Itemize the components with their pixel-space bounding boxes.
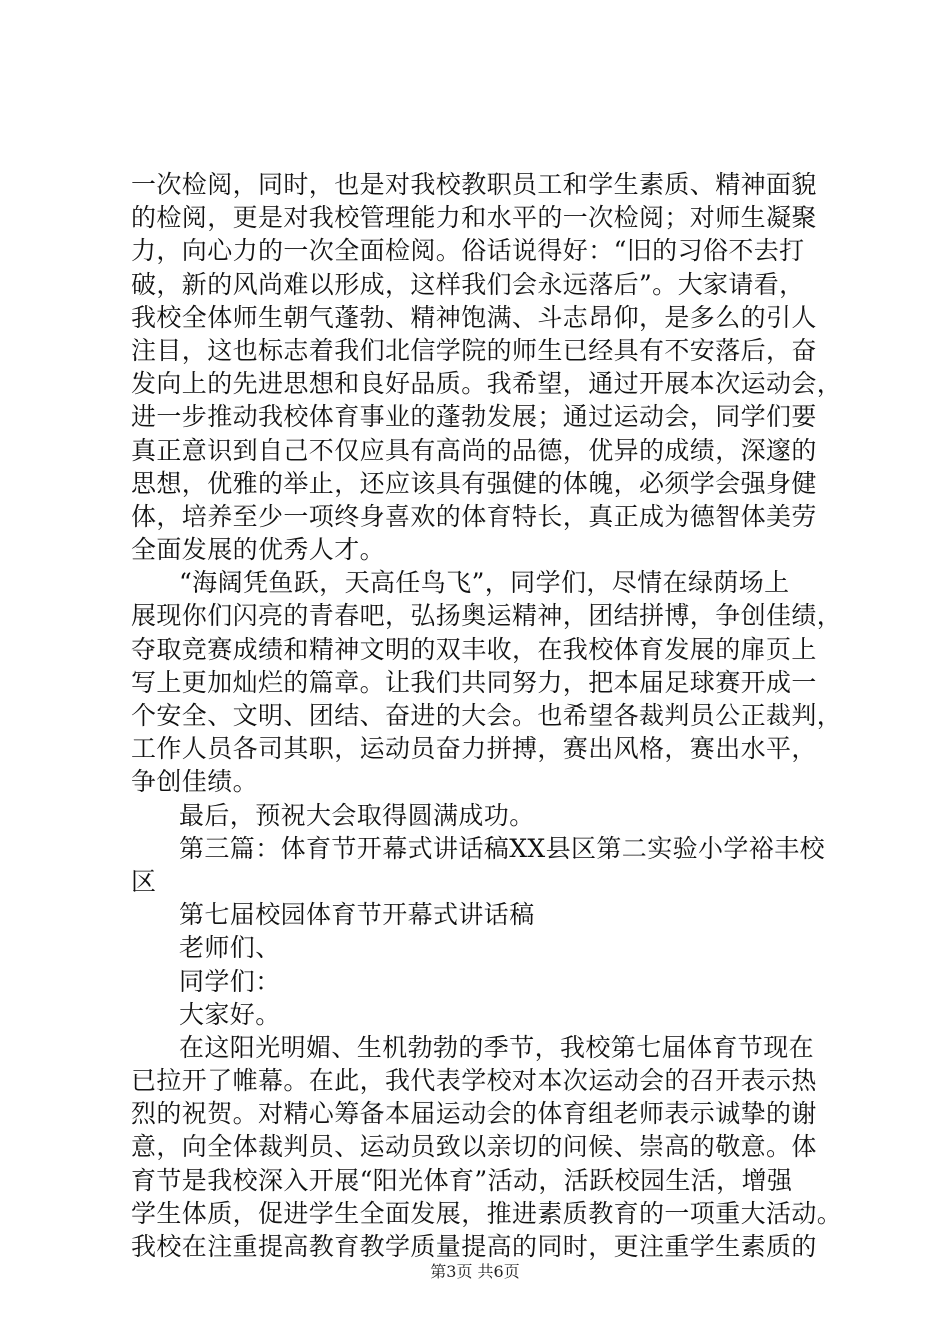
- text-line: 力，向心力的一次全面检阅。俗话说得好：“旧的习俗不去打: [131, 236, 805, 266]
- text-line: 我校全体师生朝气蓬勃、精神饱满、斗志昂仰，是多么的引人: [131, 302, 817, 332]
- text-line: 烈的祝贺。对精心筹备本届运动会的体育组老师表示诚挚的谢: [131, 1099, 817, 1129]
- text-line: 区: [131, 866, 157, 896]
- text-line: 最后，预祝大会取得圆满成功。: [179, 800, 535, 830]
- text-line: 注目，这也标志着我们北信学院的师生已经具有不安落后，奋: [131, 335, 817, 365]
- page-number-label: 第3页 共6页: [430, 1262, 520, 1281]
- text-line: 工作人员各司其职，运动员奋力拼搏，赛出风格，赛出水平，: [131, 734, 817, 764]
- text-line: 意，向全体裁判员、运动员致以亲切的问候、崇高的敬意。体: [131, 1132, 817, 1162]
- text-line: “海阔凭鱼跃，天高任鸟飞”，同学们，尽情在绿荫场上: [179, 568, 790, 598]
- text-line: 的检阅，更是对我校管理能力和水平的一次检阅；对师生凝聚: [131, 203, 817, 233]
- document-body: [131, 168, 843, 1263]
- text-line: 第七届校园体育节开幕式讲话稿: [179, 900, 535, 930]
- text-line: 我校在注重提高教育教学质量提高的同时，更注重学生素质的: [131, 1232, 817, 1261]
- text-line: 破，新的风尚难以形成，这样我们会永远落后”。大家请看，: [131, 269, 805, 299]
- text-line: 展现你们闪亮的青春吧，弘扬奥运精神，团结拼博，争创佳绩，: [131, 601, 843, 631]
- text-line: 思想，优雅的举止，还应该具有强健的体魄，必须学会强身健: [131, 468, 817, 498]
- text-line: 进一步推动我校体育事业的蓬勃发展；通过运动会，同学们要: [131, 402, 817, 432]
- text-line: 发向上的先进思想和良好品质。我希望，通过开展本次运动会，: [131, 369, 843, 399]
- page-footer: [0, 1262, 950, 1282]
- text-line: 争创佳绩。: [131, 767, 259, 797]
- text-line: 在这阳光明媚、生机勃勃的季节，我校第七届体育节现在: [179, 1032, 815, 1062]
- text-line: 真正意识到自己不仅应具有高尚的品德，优异的成绩，深邃的: [131, 435, 817, 465]
- text-line: 大家好。: [179, 999, 281, 1029]
- text-line: 全面发展的优秀人才。: [131, 535, 386, 565]
- text-line: 夺取竞赛成绩和精神文明的双丰收，在我校体育发展的扉页上: [131, 634, 817, 664]
- text-line: 第三篇：体育节开幕式讲话稿XX县区第二实验小学裕丰校: [179, 833, 825, 863]
- text-line: 已拉开了帷幕。在此，我代表学校对本次运动会的召开表示热: [131, 1066, 817, 1096]
- text-line: 个安全、文明、团结、奋进的大会。也希望各裁判员公正裁判，: [131, 701, 843, 730]
- text-line: 写上更加灿烂的篇章。让我们共同努力，把本届足球赛开成一: [131, 667, 817, 697]
- text-line: 老师们、: [179, 933, 281, 963]
- text-line: 育节是我校深入开展“阳光体育”活动，活跃校园生活，增强: [131, 1165, 793, 1195]
- text-line: 一次检阅，同时，也是对我校教职员工和学生素质、精神面貌: [131, 170, 817, 199]
- text-line: 学生体质，促进学生全面发展，推进素质教育的一项重大活动。: [131, 1198, 843, 1228]
- text-line: 体，培养至少一项终身喜欢的体育特长，真正成为德智体美劳: [131, 501, 817, 531]
- text-line: 同学们：: [179, 966, 281, 996]
